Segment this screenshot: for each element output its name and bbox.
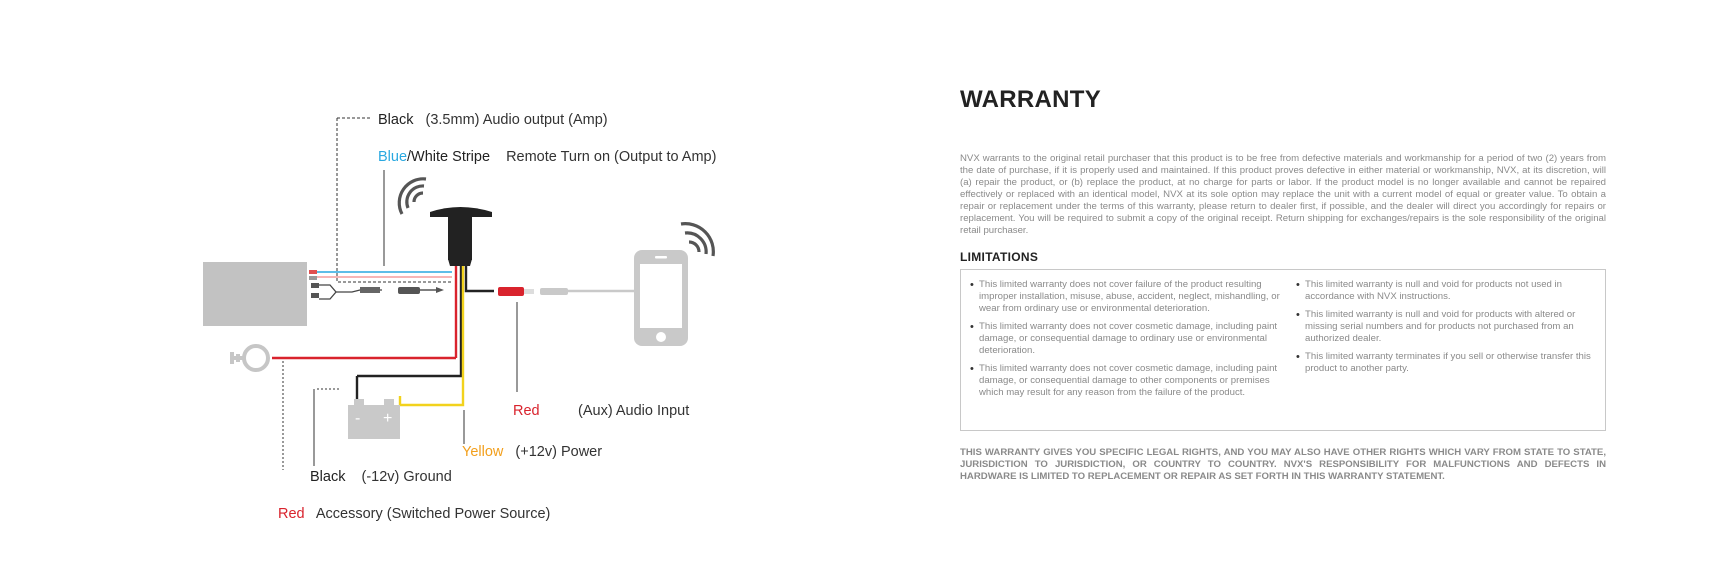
smartphone-icon xyxy=(634,250,688,346)
battery-icon xyxy=(348,399,400,439)
limitation-item: • This limited warranty does not cover failure of the product resulting improper installation, misuse, abuse, accident, neglect, mishandling, or wear from ordinary use or environmental deterioration. xyxy=(961,279,1281,315)
aux-desc: (Aux) Audio Input xyxy=(578,403,690,419)
head-unit-box xyxy=(203,262,307,326)
warranty-footer: THIS WARRANTY GIVES YOU SPECIFIC LEGAL RIGHTS, AND YOU MAY ALSO HAVE OTHER RIGHTS WHICH VARY FROM STATE TO STATE, JURISDICTION TO JURISDICTION, OR COUNTRY TO COUNTRY. NVX'S RESPONSIBILITY FOR MALFUNCTIONS AND DEFECTS IN HARDWARE IS LIMITED TO REPLACEMENT OR REPAIR AS SET FORTH IN THIS WARRANTY STATEMENT. xyxy=(960,447,1606,482)
warranty-body: NVX warrants to the original retail purchaser that this product is to be free from defective materials and workmanship for a period of two (2) years from the date of purchase, if it is properly used and maintained. If this product proves defective in either material or workmanship, NVX, at its discretion, will (a) repair the product, or (b) replace the product, at no charge for parts or labor. If the product model is no longer available and cannot be repaired effectively or replaced with an identical model, NVX at its sole option may replace the unit with a current model of equal or greater value. To obtain a repair or replacement under the terms of this warranty, please return to dealer first, if possible, and the dealer will direct you accordingly for repairs or replacement. You will be required to submit a copy of the original receipt. Return shipping for exchanges/repairs is the sole responsibility of the original retail purchaser. xyxy=(960,153,1606,236)
car-key-icon xyxy=(232,346,268,370)
limitation-item: • This limited warranty is null and void for products not used in accordance with NVX instructions. xyxy=(1287,279,1597,303)
limitations-box xyxy=(960,269,1606,431)
wiring-diagram xyxy=(0,0,860,576)
ground-label: Black (-12v) Ground xyxy=(310,469,452,485)
aux-label: Red xyxy=(513,403,540,419)
limitation-item: • This limited warranty does not cover cosmetic damage, including paint damage, or consequential damage to other components or premises which may result for any reason from the failure of the product. xyxy=(961,363,1281,399)
aux-plug xyxy=(498,287,524,296)
remote-label: Blue/White Stripe Remote Turn on (Output to Amp) xyxy=(378,149,717,165)
head-unit-connectors xyxy=(309,270,319,298)
limitation-item: • This limited warranty does not cover cosmetic damage, including paint damage, or consequential damage to ordinary use or environmental deterioration. xyxy=(961,321,1281,357)
warranty-section xyxy=(960,86,1606,493)
battery-negative: - xyxy=(355,410,361,427)
limitation-item: • This limited warranty terminates if you sell or otherwise transfer this product to another party. xyxy=(1287,351,1597,375)
limitations-right-list xyxy=(1287,279,1597,381)
audio-out-label: Black (3.5mm) Audio output (Amp) xyxy=(378,112,608,128)
accessory-label: Red Accessory (Switched Power Source) xyxy=(278,506,551,522)
phone-signal-icon xyxy=(681,224,713,256)
limitation-item: • This limited warranty is null and void for products with altered or missing serial numbers and for products not purchased from an authorized dealer. xyxy=(1287,309,1597,345)
black-wire xyxy=(447,266,452,351)
power-label: Yellow (+12v) Power xyxy=(462,444,603,460)
antenna-module xyxy=(430,207,492,266)
battery-positive: + xyxy=(383,410,393,427)
limitations-left-list xyxy=(961,279,1281,405)
wifi-signal-icon xyxy=(399,179,426,214)
warranty-title: WARRANTY xyxy=(960,86,1102,113)
limitations-title: LIMITATIONS xyxy=(960,250,1039,264)
